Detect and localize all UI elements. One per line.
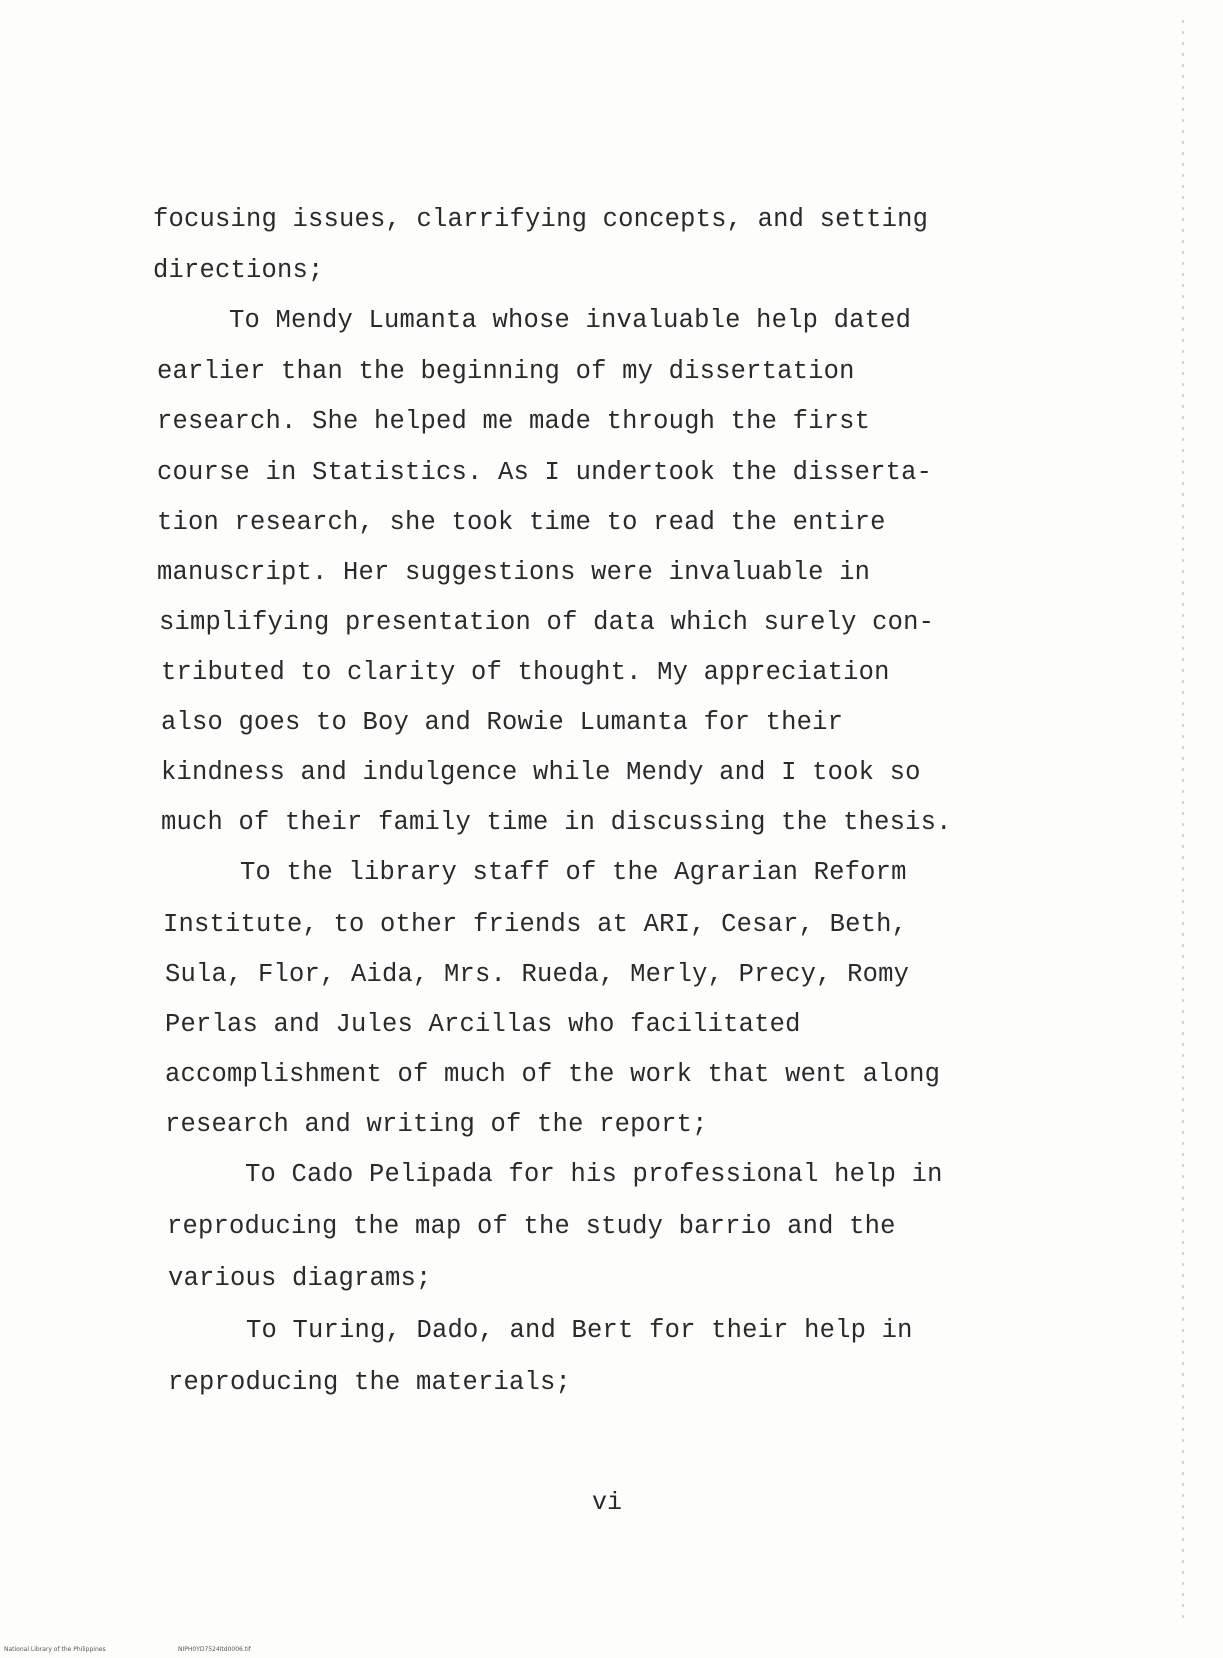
text-line-7: tion research, she took time to read the entire xyxy=(157,508,886,537)
text-line-17: Perlas and Jules Arcillas who facilitated xyxy=(165,1010,801,1039)
text-line-10: tributed to clarity of thought. My appreciation xyxy=(161,658,890,687)
text-line-18: accomplishment of much of the work that went along xyxy=(165,1060,941,1089)
footer-file-id: NIPH0YD7524ltd0006.tif xyxy=(178,1646,251,1653)
text-line-13: much of their family time in discussing the thesis. xyxy=(161,808,952,837)
text-line-16: Sula, Flor, Aida, Mrs. Rueda, Merly, Precy, Romy xyxy=(165,960,910,989)
text-line-24: reproducing the materials; xyxy=(168,1368,572,1397)
text-line-9: simplifying presentation of data which surely con- xyxy=(159,608,935,637)
text-line-21: reproducing the map of the study barrio and the xyxy=(167,1212,896,1241)
scan-edge-mark xyxy=(1182,20,1184,1620)
text-line-1: focusing issues, clarrifying concepts, and setting xyxy=(153,205,929,234)
footer-library-label: National Library of the Philippines xyxy=(4,1646,106,1653)
text-line-4: earlier than the beginning of my dissertation xyxy=(157,357,855,386)
text-line-12: kindness and indulgence while Mendy and I took so xyxy=(161,758,921,787)
text-line-15: Institute, to other friends at ARI, Cesar, Beth, xyxy=(163,910,908,939)
text-line-6: course in Statistics. As I undertook the disserta- xyxy=(157,458,933,487)
text-line-5: research. She helped me made through the first xyxy=(157,407,871,436)
text-line-11: also goes to Boy and Rowie Lumanta for their xyxy=(161,708,844,737)
text-line-23: To Turing, Dado, and Bert for their help in xyxy=(246,1316,913,1345)
text-line-8: manuscript. Her suggestions were invaluable in xyxy=(157,558,871,587)
text-line-14: To the library staff of the Agrarian Reform xyxy=(240,858,907,887)
text-line-3: To Mendy Lumanta whose invaluable help dated xyxy=(229,306,912,335)
text-line-20: To Cado Pelipada for his professional help in xyxy=(245,1160,943,1189)
text-line-2: directions; xyxy=(153,256,324,285)
text-line-19: research and writing of the report; xyxy=(165,1110,708,1139)
text-line-22: various diagrams; xyxy=(168,1264,432,1293)
page-number: vi xyxy=(592,1488,623,1517)
